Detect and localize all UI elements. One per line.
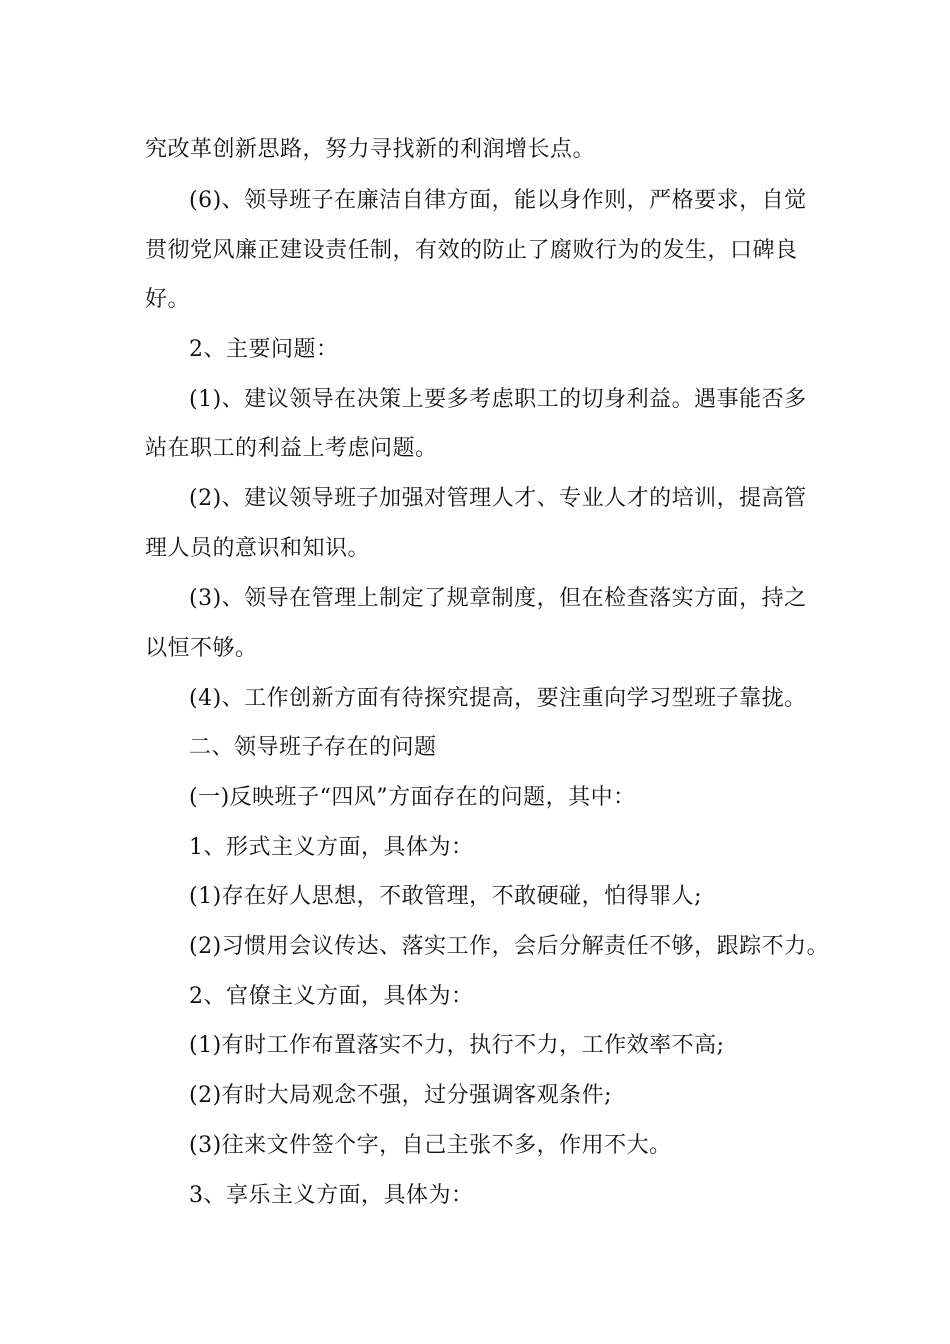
section-heading: 2、主要问题： xyxy=(189,337,339,362)
paragraph-line: 究改革创新思路，努力寻找新的利润增长点。 xyxy=(145,137,596,162)
section-heading: 二、领导班子存在的问题 xyxy=(189,735,437,760)
paragraph-line: (1)、建议领导在决策上要多考虑职工的切身利益。遇事能否多 xyxy=(189,387,807,412)
paragraph-line: 好。 xyxy=(145,287,191,312)
paragraph-line: 站在职工的利益上考虑问题。 xyxy=(145,436,438,461)
subsection-heading: (一)反映班子“四风”方面存在的问题，其中： xyxy=(189,785,636,810)
paragraph-line: (3)、领导在管理上制定了规章制度，但在检查落实方面，持之 xyxy=(189,586,807,611)
list-item: (2)习惯用会议传达、落实工作，会后分解责任不够，跟踪不力。 xyxy=(189,934,830,959)
item-heading: 2、官僚主义方面，具体为： xyxy=(189,984,474,1009)
paragraph-line: (2)、建议领导班子加强对管理人才、专业人才的培训，提高管 xyxy=(189,486,807,511)
list-item: (1)存在好人思想，不敢管理，不敢硬碰，怕得罪人; xyxy=(189,884,703,909)
paragraph-line: (4)、工作创新方面有待探究提高，要注重向学习型班子靠拢。 xyxy=(189,686,807,711)
list-item: (1)有时工作布置落实不力，执行不力，工作效率不高; xyxy=(189,1033,725,1058)
list-item: (3)往来文件签个字，自己主张不多，作用不大。 xyxy=(189,1133,672,1158)
paragraph-line: 贯彻党风廉正建设责任制，有效的防止了腐败行为的发生，口碑良 xyxy=(145,238,798,263)
item-heading: 3、享乐主义方面，具体为： xyxy=(189,1183,474,1208)
paragraph-line: 理人员的意识和知识。 xyxy=(145,536,371,561)
paragraph-line: (6)、领导班子在廉洁自律方面，能以身作则，严格要求，自觉 xyxy=(189,188,807,213)
list-item: (2)有时大局观念不强，过分强调客观条件; xyxy=(189,1083,613,1108)
item-heading: 1、形式主义方面，具体为： xyxy=(189,835,474,860)
paragraph-line: 以恒不够。 xyxy=(145,636,258,661)
